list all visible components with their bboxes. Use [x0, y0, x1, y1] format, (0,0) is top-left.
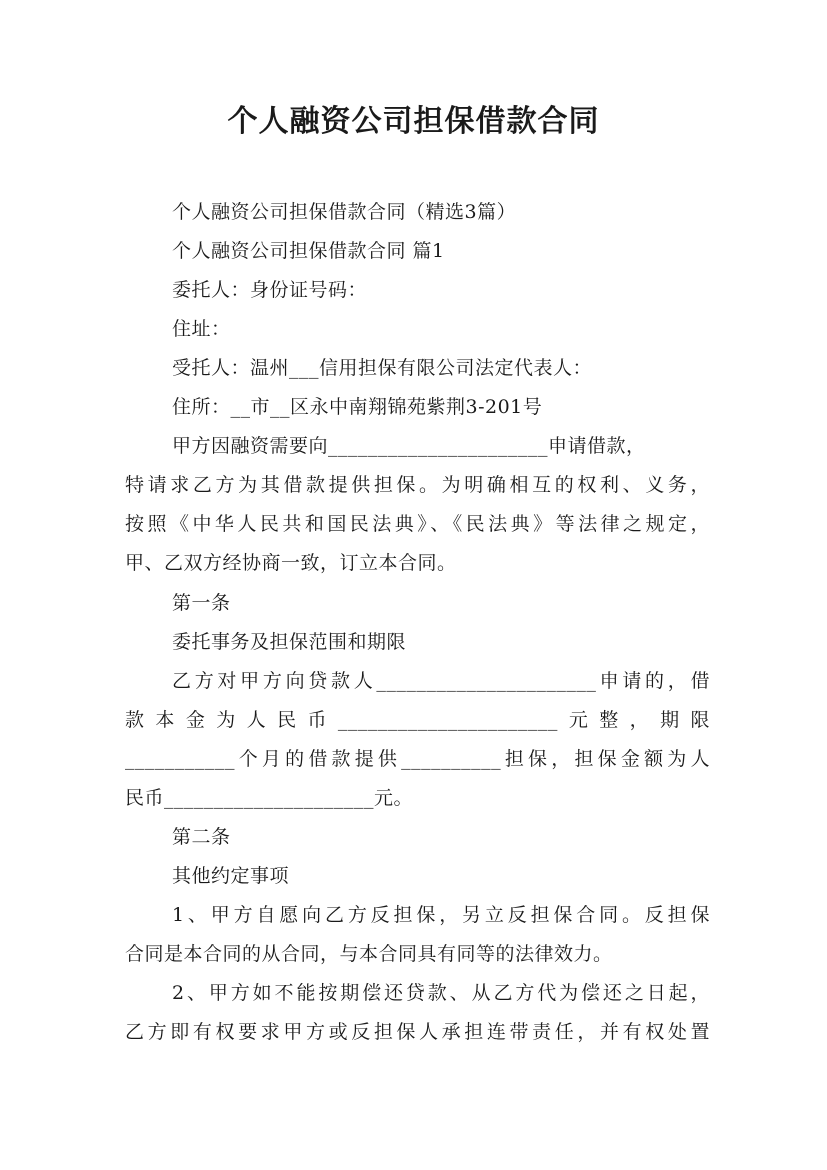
- paragraph-line: 甲方因融资需要向______________________申请借款，: [172, 435, 646, 457]
- text-line: 住址：: [172, 318, 231, 340]
- article-heading: 第二条: [172, 826, 231, 848]
- document-title: 个人融资公司担保借款合同: [227, 104, 600, 139]
- paragraph-line: 乙方对甲方向贷款人______________________申请的，借: [172, 670, 710, 692]
- paragraph-line: 按照《中华人民共和国民法典》、《民法典》等法律之规定，: [125, 513, 710, 535]
- paragraph-line: 甲、乙双方经协商一致，订立本合同。: [125, 552, 457, 574]
- paragraph-line: 特请求乙方为其借款提供担保。为明确相互的权利、义务，: [125, 474, 710, 496]
- text-line: 委托人：身份证号码：: [172, 279, 368, 301]
- paragraph-line: 2、甲方如不能按期偿还贷款、从乙方代为偿还之日起，: [172, 982, 710, 1004]
- paragraph-line: 合同是本合同的从合同，与本合同具有同等的法律效力。: [125, 943, 613, 965]
- text-line: 住所：__市__区永中南翔锦苑紫荆3-201号: [172, 396, 543, 418]
- paragraph-line: 款本金为人民币______________________元整，期限: [125, 709, 710, 731]
- paragraph-line: ___________个月的借款提供__________担保，担保金额为人: [125, 748, 710, 770]
- article-subheading: 其他约定事项: [172, 865, 290, 887]
- paragraph-line: 乙方即有权要求甲方或反担保人承担连带责任，并有权处置: [125, 1021, 710, 1043]
- article-heading: 第一条: [172, 592, 231, 614]
- article-subheading: 委托事务及担保范围和期限: [172, 631, 407, 653]
- paragraph-line: 1、甲方自愿向乙方反担保，另立反担保合同。反担保: [172, 904, 710, 926]
- subtitle-line: 个人融资公司担保借款合同（精选3篇）: [172, 201, 517, 223]
- section-heading: 个人融资公司担保借款合同 篇1: [172, 240, 445, 262]
- text-line: 受托人：温州___信用担保有限公司法定代表人：: [172, 357, 593, 379]
- paragraph-line: 民币_____________________元。: [125, 787, 414, 809]
